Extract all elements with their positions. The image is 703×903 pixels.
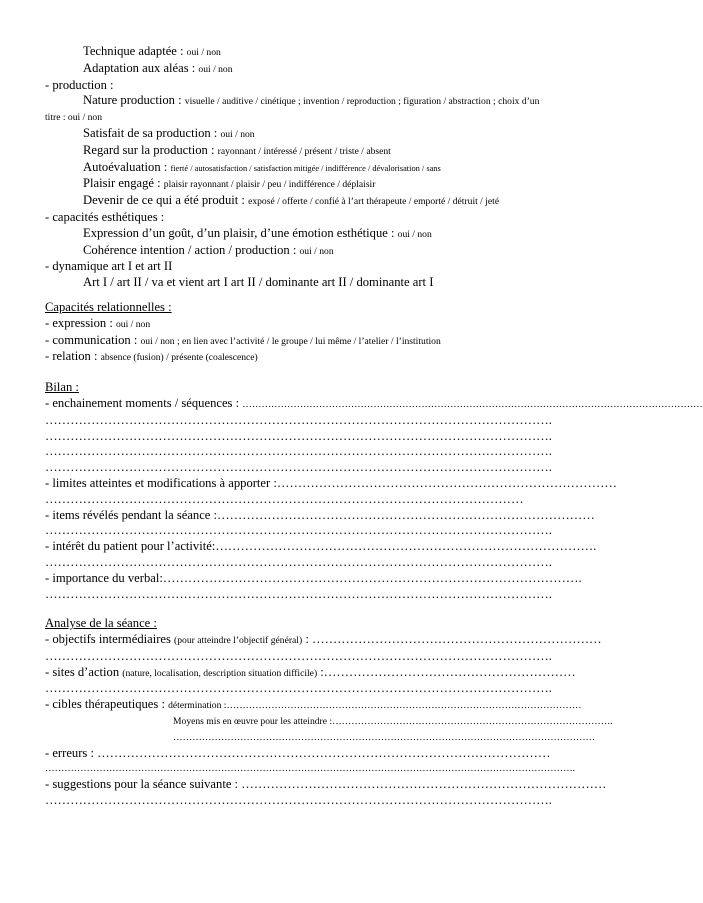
interet-line: - intérêt du patient pour l’activité:……………………………………………………………………………….: [45, 539, 597, 554]
objectifs-line: - objectifs intermédiaires (pour atteindre l’objectif général) : ……………………………………………………………: [45, 632, 602, 647]
esthetique-heading: - capacités esthétiques :: [45, 209, 165, 224]
dotted-line: ………………………………………………………………………………………………………….: [45, 586, 552, 601]
expression-line: - expression : oui / non: [45, 315, 151, 330]
dotted-line: ………………………………………………………………………………………………………….: [45, 793, 552, 808]
production-heading: - production :: [45, 77, 114, 92]
dotted-line: ………………………………………………………………………………………………………….: [45, 444, 552, 459]
document-page: [45, 44, 703, 809]
limites-line: - limites atteintes et modifications à apporter :………………………………………………………………………: [45, 475, 617, 490]
coherence-line: Cohérence intention / action / production : oui / non: [83, 242, 334, 257]
dotted-line: ………………………………………………………………………………………………………….: [45, 648, 552, 663]
nature-continuation: titre : oui / non: [45, 112, 103, 124]
dotted-line: ………………………………………………………………………………………………………….: [45, 523, 552, 538]
devenir-line: Devenir de ce qui a été produit : exposé / offerte / confié à l’art thérapeute / emporté / détruit / jeté: [83, 193, 500, 208]
dynamique-heading: - dynamique art I et art II: [45, 259, 173, 274]
dynamique-line: Art I / art II / va et vient art I art II / dominante art II / dominante art I: [83, 275, 434, 290]
bilan-title: Bilan :: [45, 380, 79, 395]
verbal-line: - importance du verbal:……………………………………………………………………………………….: [45, 570, 582, 585]
relation-line: - relation : absence (fusion) / présente (coalescence): [45, 349, 258, 364]
plaisir-line: Plaisir engagé : plaisir rayonnant / plaisir / peu / indifférence / déplaisir: [83, 176, 376, 191]
dotted-line: ………………………………………………………………………………………………………………………………………………….: [45, 763, 576, 775]
sites-line: - sites d’action (nature, localisation, description situation difficile) :……………………………………………………: [45, 664, 576, 679]
relationnelles-title: Capacités relationnelles :: [45, 299, 172, 314]
satisfait-line: Satisfait de sa production : oui / non: [83, 125, 255, 140]
technique-line: Technique adaptée : oui / non: [83, 44, 221, 58]
cibles-line: - cibles thérapeutiques : détermination :…………………………………………………………………………………………………: [45, 697, 582, 712]
dotted-line: ………………………………………………………………………………………………………….: [45, 554, 552, 569]
dotted-line: ………………………………………………………………………………………………………….: [45, 428, 552, 443]
items-line: - items révélés pendant la séance :………………………………………………………………………………: [45, 507, 595, 522]
dotted-line: ………………………………………………………………………………………………………….: [45, 460, 552, 475]
dotted-line: ……………………………………………………………………………………………………: [45, 491, 524, 506]
dotted-line: ……………………………………………………………………………………………………………………: [173, 731, 596, 743]
regard-line: Regard sur la production : rayonnant / intéressé / présent / triste / absent: [83, 142, 391, 157]
moyens-line: Moyens mis en œuvre pour les atteindre :…………………………………………………………………………….: [173, 716, 613, 728]
adaptation-line: Adaptation aux aléas : oui / non: [83, 60, 233, 75]
enchainement-line: - enchainement moments / séquences : ………………………………………………………………………………………………………………………………: [45, 395, 703, 410]
communication-line: - communication : oui / non ; en lien avec l’activité / le groupe / lui même / l’atelier / l’institution: [45, 332, 441, 347]
analyse-title: Analyse de la séance :: [45, 616, 157, 631]
suggestions-line: - suggestions pour la séance suivante : ……………………………………………………………………………: [45, 777, 607, 792]
autoevaluation-line: Autoévaluation : fierté / autosatisfaction / satisfaction mitigée / indifférence / dévalorisation / sans: [83, 159, 441, 174]
dotted-line: ………………………………………………………………………………………………………….: [45, 412, 552, 427]
dotted-line: ………………………………………………………………………………………………………….: [45, 681, 552, 696]
nature-line: Nature production : visuelle / auditive / cinétique ; invention / reproduction ; figuration / abstraction ; choix d’un: [83, 93, 540, 108]
erreurs-line: - erreurs : ………………………………………………………………………………………………: [45, 745, 551, 760]
expression-gout-line: Expression d’un goût, d’un plaisir, d’une émotion esthétique : oui / non: [83, 225, 432, 240]
